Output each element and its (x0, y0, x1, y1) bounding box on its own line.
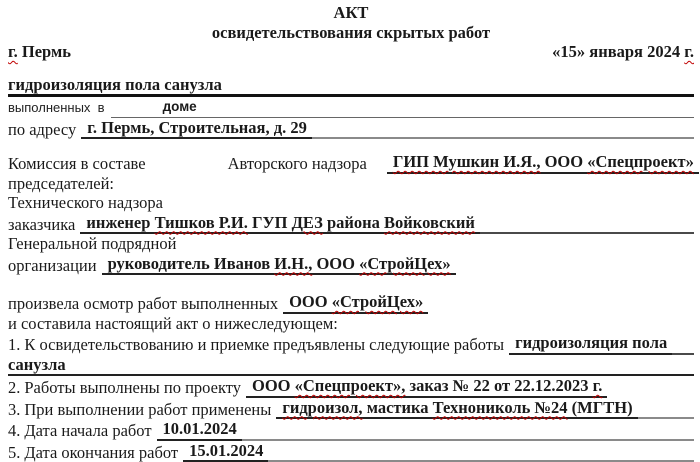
inspection-label: произвела осмотр работ выполненных (8, 294, 278, 314)
city-label (8, 42, 71, 62)
general-contractor-label-line2: организации (8, 256, 97, 276)
misspelled-word: ГИП Мушкин И.Я., (393, 152, 541, 171)
item-5-line (8, 441, 694, 462)
text-segment: инженер (86, 213, 154, 232)
text-segment: (МГТН) (568, 398, 633, 417)
doc-title-line2: освидетельствования скрытых работ (8, 23, 694, 43)
misspelled-word: «СтройЦех» (359, 254, 451, 273)
item-2-value (246, 376, 607, 398)
item-2-label: Работы выполнены по проекту (24, 378, 241, 398)
work-name-value: гидроизоляция пола санузла (8, 75, 222, 95)
item-5-value (183, 441, 268, 462)
item-4-number: 4. (8, 421, 20, 441)
address-line (8, 118, 694, 140)
item-3-line (8, 398, 694, 420)
customer-blank-line (480, 232, 694, 234)
misspelled-word: г. (8, 42, 18, 61)
city-date-row (8, 42, 694, 62)
address-label: по адресу (8, 120, 76, 140)
item-3-label: При выполнении работ применены (24, 400, 271, 420)
commission-intro: Комиссия в составе (8, 154, 146, 174)
item-5-number: 5. (8, 443, 20, 462)
misspelled-word: И.Н., (274, 254, 312, 273)
item-3-blank-line (638, 417, 694, 419)
item-1-line (8, 333, 694, 355)
misspelled-word: «СтройЦех» (332, 292, 424, 311)
text-segment: «15» января 2024 (552, 42, 684, 61)
author-supervision-value (387, 152, 699, 174)
text-segment: мастика (363, 398, 433, 417)
performed-in-value: доме (111, 97, 197, 117)
misspelled-word: Войковский (384, 213, 475, 232)
item-5-label: Дата окончания работ (24, 443, 178, 462)
text-segment: 10.01.2024 (163, 419, 237, 438)
item-3-number: 3. (8, 400, 20, 420)
text-segment: ООО (540, 152, 587, 171)
misspelled-word: Технониколь №24 (433, 398, 568, 417)
text-segment: ООО (252, 376, 295, 395)
doc-title-line1: АКТ (8, 3, 694, 23)
tech-supervision-label: Технического надзора (8, 193, 694, 213)
address-blank-line (312, 137, 694, 139)
composed-label: и составила настоящий акт о нижеследующем: (8, 314, 694, 334)
item-1-value (509, 333, 672, 355)
author-supervision-label: Авторского надзора (228, 154, 367, 174)
chairs-label: председателей: (8, 174, 694, 194)
item-1-number: 1. (8, 335, 20, 355)
item-4-line (8, 419, 694, 441)
date-label (552, 42, 694, 62)
performed-in-line (8, 97, 694, 118)
item-4-blank-line (242, 439, 694, 441)
item-1-blank-line (672, 353, 694, 355)
general-contractor-line (8, 254, 694, 276)
commission-intro-line (8, 152, 694, 174)
misspelled-word: Тишков Р.И. (155, 213, 248, 232)
item-1-label: К освидетельствованию и приемке предъявлены следующие работы (24, 335, 504, 355)
item-3-value (276, 398, 637, 420)
text-segment: гидроизоляция пола (515, 333, 667, 352)
item-4-value (157, 419, 242, 441)
general-contractor-value (102, 254, 456, 276)
text-segment: ООО (312, 254, 359, 273)
performed-in-label: выполненных в (8, 98, 105, 118)
misspelled-word: гидроизол, (282, 398, 362, 417)
item-2-line (8, 376, 694, 398)
misspelled-word: «Спецпроект», (295, 376, 406, 395)
item-1-line2 (8, 355, 694, 377)
address-value: г. Пермь, Строительная, д. 29 (81, 118, 312, 140)
item-2-number: 2. (8, 378, 20, 398)
inspection-line (8, 292, 694, 314)
general-contractor-label-line1: Генеральной подрядной (8, 234, 694, 254)
spacer (8, 275, 694, 292)
misspelled-word: ДЕЗ (292, 213, 323, 232)
text-segment: руководитель Иванов (108, 254, 275, 273)
customer-line (8, 213, 694, 235)
work-name-line (8, 75, 694, 98)
item-1-value-line2: санузла (8, 355, 71, 377)
spacer (8, 62, 694, 75)
text-segment: заказ № 22 от 22.12.2023 (405, 376, 592, 395)
text-segment: района (323, 213, 384, 232)
misspelled-word: г. (684, 42, 694, 61)
customer-label: заказчика (8, 215, 75, 235)
text-segment: 15.01.2024 (189, 441, 263, 460)
item-4-label: Дата начала работ (24, 421, 151, 441)
text-segment: Пермь (18, 42, 71, 61)
text-segment: ООО (289, 292, 332, 311)
text-segment: ГУП (248, 213, 292, 232)
performed-in-blank (111, 97, 694, 118)
spacer (8, 139, 694, 152)
customer-value (80, 213, 480, 235)
misspelled-word: г. (593, 376, 603, 395)
misspelled-word: «Спецпроект» (587, 152, 694, 171)
inspection-value (283, 292, 428, 314)
